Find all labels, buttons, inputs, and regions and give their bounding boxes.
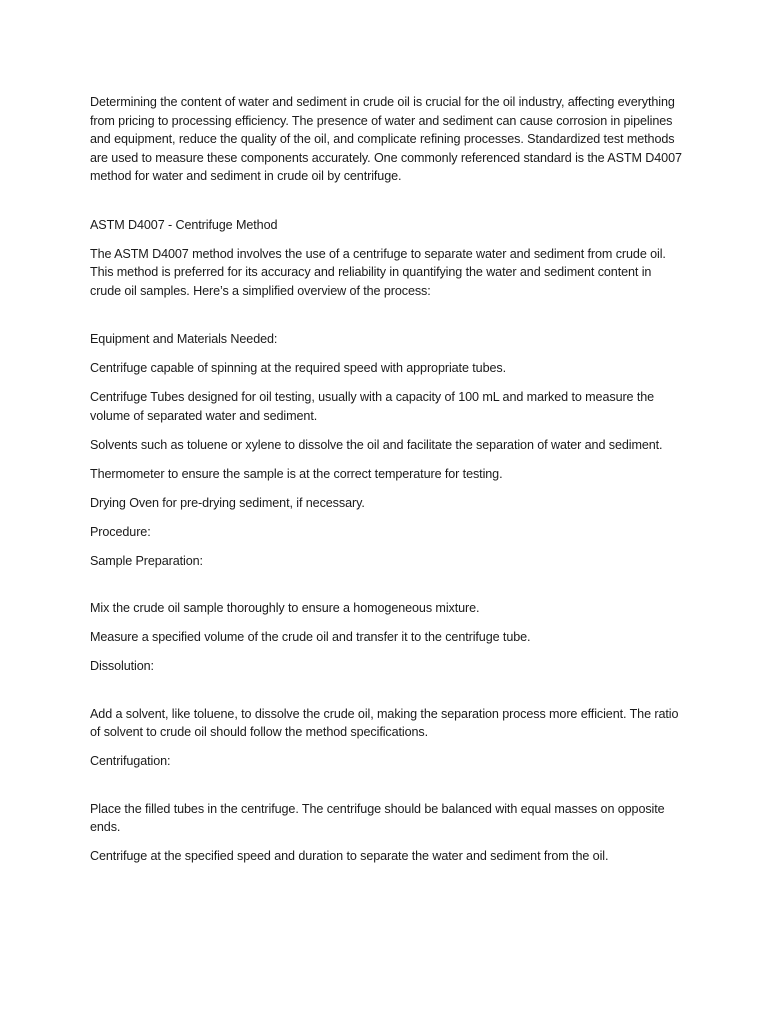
equipment-item: Centrifuge capable of spinning at the required speed with appropriate tubes. [90, 361, 506, 375]
equipment-item: Drying Oven for pre-drying sediment, if necessary. [90, 495, 365, 510]
equipment-item: Solvents such as toluene or xylene to dissolve the oil and facilitate the separation of water and sediment. [90, 437, 663, 452]
document-body [90, 93, 682, 876]
centrifugation-step: Centrifuge at the specified speed and duration to separate the water and sediment from the oil. [90, 849, 609, 863]
equipment-item: Centrifuge Tubes designed for oil testing, usually with a capacity of 100 mL and marked to measure the volume of separated water and sediment. [90, 390, 655, 423]
equipment-item: Thermometer to ensure the sample is at the correct temperature for testing. [90, 466, 503, 481]
section-intro-paragraph: The ASTM D4007 method involves the use of a centrifuge to separate water and sediment from crude oil. This method is preferred for its accuracy and reliability in quantifying the water and sediment content in crude oil samples. Here’s a simplified overview of the process: [90, 246, 666, 298]
sample-prep-step: Mix the crude oil sample thoroughly to ensure a homogeneous mixture. [90, 601, 480, 615]
section-heading: ASTM D4007 - Centrifuge Method [90, 217, 278, 232]
sample-prep-heading: Sample Preparation: [90, 553, 203, 568]
intro-paragraph: Determining the content of water and sediment in crude oil is crucial for the oil industry, affecting everything from pricing to processing efficiency. The presence of water and sediment can cause corrosion in pipelines and equipment, reduce the quality of the oil, and complicate refining processes. Standardized test methods are used to measure these components accurately. One commonly referenced standard is the ASTM D4007 method for water and sediment in crude oil by centrifuge. [90, 95, 682, 183]
procedure-heading: Procedure: [90, 524, 151, 539]
dissolution-step: Add a solvent, like toluene, to dissolve the crude oil, making the separation process more efficient. The ratio of solvent to crude oil should follow the method specifications. [90, 706, 679, 739]
dissolution-heading: Dissolution: [90, 659, 154, 673]
equipment-heading: Equipment and Materials Needed: [90, 332, 278, 346]
centrifugation-step: Place the filled tubes in the centrifuge. The centrifuge should be balanced with equal masses on opposite ends. [90, 801, 665, 834]
centrifugation-heading: Centrifugation: [90, 754, 171, 768]
sample-prep-step: Measure a specified volume of the crude oil and transfer it to the centrifuge tube. [90, 630, 531, 644]
